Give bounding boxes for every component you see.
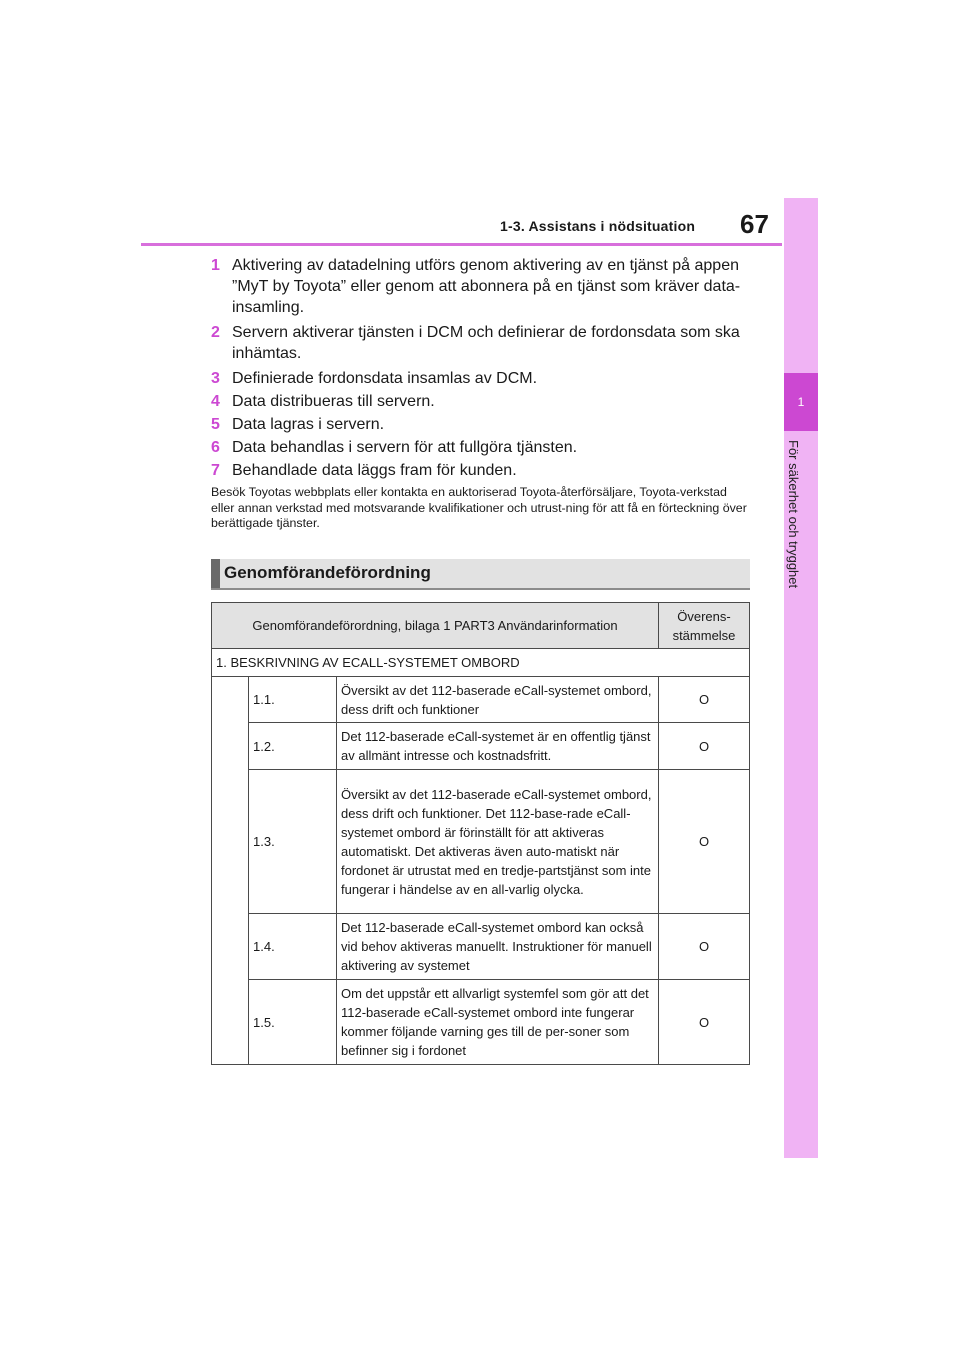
- table-row-number: 1.1.: [249, 677, 337, 723]
- table-header-row: [212, 603, 750, 649]
- table-row-description: Översikt av det 112-baserade eCall-systemet ombord, dess drift och funktioner. Det 112-base-rade eCall-systemet ombord är förinställt för att aktiveras automatiskt. Det aktiveras även auto-matiskt när fordonet är utrustat med en tredje-partstjänst som inte fungerar i händelse av en all-varlig olycka.: [337, 770, 659, 914]
- section-heading-title: Genomförandeförordning: [224, 563, 431, 582]
- table-header-requirement: Genomförandeförordning, bilaga 1 PART3 Användarinformation: [212, 603, 659, 649]
- table-row-conformity: O: [659, 723, 750, 770]
- table-group-row: [212, 649, 750, 677]
- step-text: Definierade fordonsdata insamlas av DCM.: [232, 370, 538, 387]
- table-row: [212, 980, 750, 1065]
- step-text: Data lagras i servern.: [232, 416, 385, 433]
- table-row-number: 1.2.: [249, 723, 337, 770]
- section-heading-bar: [211, 559, 750, 590]
- step-item: [211, 460, 751, 481]
- section-heading-accent: [211, 559, 220, 588]
- table-row: [212, 914, 750, 980]
- table-group-title: 1. BESKRIVNING AV ECALL-SYSTEMET OMBORD: [212, 649, 750, 677]
- table-row-description: Översikt av det 112-baserade eCall-systemet ombord, dess drift och funktioner: [337, 677, 659, 723]
- table-row-number: 1.5.: [249, 980, 337, 1065]
- step-item: [211, 437, 751, 458]
- table-row-conformity: O: [659, 677, 750, 723]
- step-text: Data behandlas i servern för att fullgöra tjänsten.: [232, 439, 578, 456]
- step-item: [211, 255, 751, 318]
- table-row-number: 1.3.: [249, 770, 337, 914]
- step-number: 5: [211, 416, 220, 433]
- table-row-conformity: O: [659, 914, 750, 980]
- step-item: [211, 368, 751, 389]
- table-row-conformity: O: [659, 980, 750, 1065]
- table-row-description: Det 112-baserade eCall-systemet är en offentlig tjänst av allmänt intresse och kostnadsfritt.: [337, 723, 659, 770]
- table-indent-cell: [212, 677, 249, 1065]
- table-row-conformity: O: [659, 770, 750, 914]
- table-row-number: 1.4.: [249, 914, 337, 980]
- page-number: 67: [740, 209, 769, 239]
- table-row: [212, 677, 750, 723]
- table-row: [212, 770, 750, 914]
- side-tab: [784, 198, 818, 1158]
- step-text: Behandlade data läggs fram för kunden.: [232, 462, 517, 479]
- step-item: [211, 414, 751, 435]
- header-rule: [141, 243, 782, 246]
- step-text: Aktivering av datadelning utförs genom aktivering av en tjänst på appen ”MyT by Toyota” eller genom att abonnera på en tjänst som kräver data-insamling.: [232, 257, 741, 316]
- header-section-title: 1-3. Assistans i nödsituation: [500, 218, 696, 234]
- step-text: Servern aktiverar tjänsten i DCM och definierar de fordonsdata som ska inhämtas.: [232, 324, 740, 362]
- step-list: [211, 255, 751, 483]
- info-note: Besök Toyotas webbplats eller kontakta en auktoriserad Toyota-återförsäljare, Toyota-verkstad eller annan verkstad med motsvarande kvalifikationer och utrust-ning för att få en förteckning över berättigade tjänster.: [211, 485, 747, 530]
- step-number: 4: [211, 393, 220, 410]
- step-item: [211, 322, 751, 364]
- step-number: 2: [211, 324, 220, 341]
- table-row-description: Om det uppstår ett allvarligt systemfel som gör att det 112-baserade eCall-systemet ombord inte fungerar kommer följande varning ges till de per-soner som befinner sig i fordonet: [337, 980, 659, 1065]
- side-tab-title: För säkerhet och trygghet: [786, 440, 801, 589]
- regulation-table: [211, 602, 750, 1065]
- step-number: 6: [211, 439, 220, 456]
- table-header-conformity: Överens-stämmelse: [659, 603, 750, 649]
- step-number: 1: [211, 257, 220, 274]
- table-row-description: Det 112-baserade eCall-systemet ombord kan också vid behov aktiveras manuellt. Instruktioner för manuell aktivering av systemet: [337, 914, 659, 980]
- step-number: 3: [211, 370, 220, 387]
- step-number: 7: [211, 462, 220, 479]
- step-text: Data distribueras till servern.: [232, 393, 435, 410]
- step-item: [211, 391, 751, 412]
- table-row: [212, 723, 750, 770]
- side-tab-chapter: 1: [784, 373, 818, 431]
